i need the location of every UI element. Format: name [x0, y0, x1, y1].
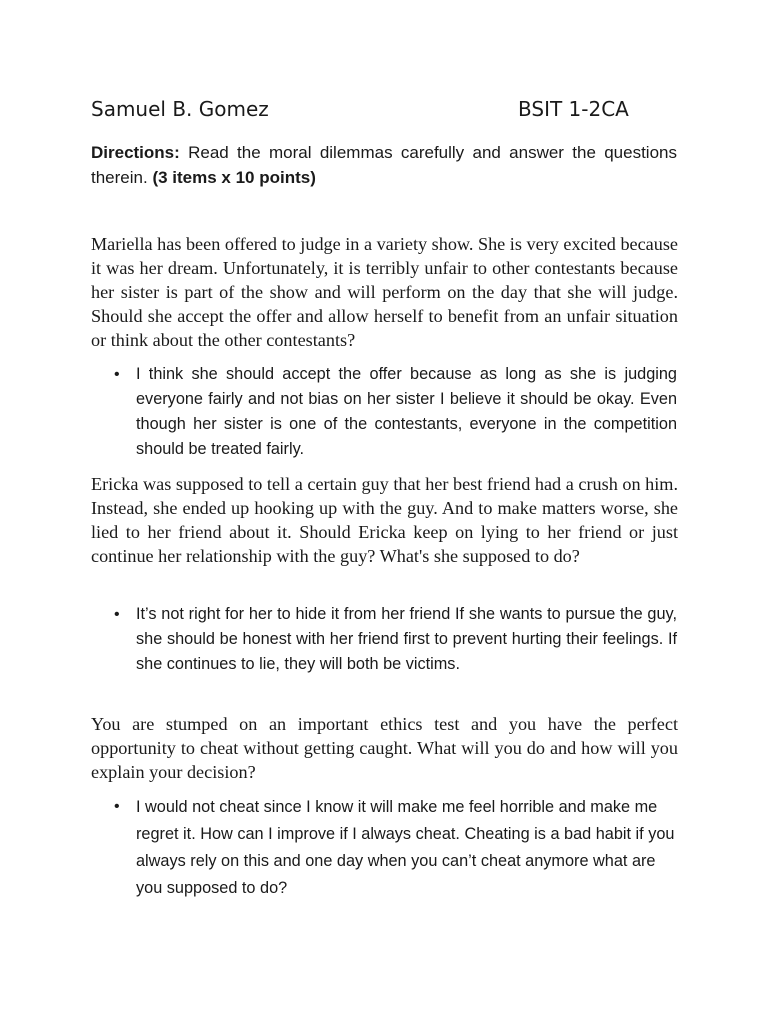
directions-paragraph — [91, 140, 677, 190]
dilemma-paragraph: Mariella has been offered to judge in a variety show. She is very excited because it was her dream. Unfortunately, it is terribly unfair to other contestants because her sister is part of the show and will perform on the day that she will judge. Should she accept the offer and allow herself to benefit from an unfair situation or think about the other contestants? — [91, 234, 678, 350]
points-note: (3 items x 10 points) — [152, 168, 316, 187]
answer-text: I think she should accept the offer because as long as she is judging everyone fairly and not bias on her sister I believe it should be okay. Even though her sister is one of the contestants, everyone in the competition should be treated fairly. — [136, 365, 677, 458]
dilemma-paragraph: You are stumped on an important ethics test and you have the perfect opportunity to cheat without getting caught. What will you do and how will you explain your decision? — [91, 714, 678, 782]
answer-text: It’s not right for her to hide it from her friend If she wants to pursue the guy, she should be honest with her friend first to prevent hurting their feelings. If she continues to lie, they will both be victims. — [136, 605, 677, 673]
class-section: BSIT 1-2CA — [518, 97, 629, 121]
bullet-icon: • — [114, 798, 120, 815]
answer-item — [114, 602, 677, 677]
answer-text: I would not cheat since I know it will make me feel horrible and make me regret it. How can I improve if I always cheat. Cheating is a bad habit if you always rely on this and one day when you can’t cheat anymore what are you supposed to do? — [136, 798, 675, 897]
answer-item — [114, 362, 677, 462]
directions-label: Directions: — [91, 143, 180, 162]
bullet-icon: • — [114, 366, 120, 383]
answer-item — [114, 794, 677, 902]
directions-text: Read the moral dilemmas carefully and answer the questions therein. — [91, 143, 677, 187]
dilemma-paragraph: Ericka was supposed to tell a certain guy that her best friend had a crush on him. Instead, she ended up hooking up with the guy. And to make matters worse, she lied to her friend about it. Should Ericka keep on lying to her friend or just continue her relationship with the guy? What's she supposed to do? — [91, 474, 678, 566]
bullet-icon: • — [114, 606, 120, 623]
document-header — [91, 97, 711, 125]
student-name: Samuel B. Gomez — [91, 97, 269, 121]
